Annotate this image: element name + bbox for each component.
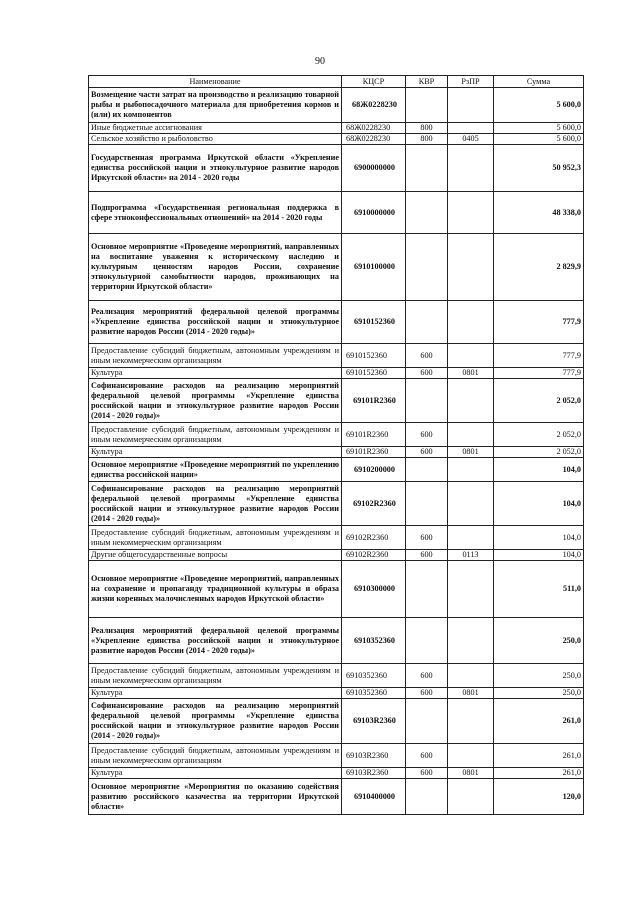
row-sum-cell: 2 052,0: [494, 423, 584, 447]
table-row: [89, 664, 584, 688]
row-name-cell: Возмещение части затрат на производство и реализацию товарной рыбы и рыбопосадочного материала для приобретения кормов и (или) их компонентов: [89, 88, 342, 123]
row-kcsr-cell: 69101R2360: [342, 379, 406, 423]
row-name-cell: Предоставление субсидий бюджетным, автономным учреждениям и иным некоммерческим организациям: [89, 344, 342, 368]
row-rzpr-cell: [448, 664, 494, 688]
row-kcsr-cell: 69102R2360: [342, 550, 406, 561]
row-rzpr-cell: [448, 379, 494, 423]
table-row: [89, 145, 584, 192]
row-kcsr-cell: 69101R2360: [342, 423, 406, 447]
header-kvr: КВР: [406, 76, 448, 88]
row-rzpr-cell: [448, 458, 494, 482]
row-sum-cell: 50 952,3: [494, 145, 584, 192]
row-rzpr-cell: [448, 301, 494, 344]
table-row: [89, 561, 584, 618]
row-kvr-cell: [406, 618, 448, 664]
row-name-cell: Основное мероприятие «Проведение мероприятий по укреплению единства российской нации»: [89, 458, 342, 482]
row-name-cell: Реализация мероприятий федеральной целевой программы «Укрепление единства российской нации и этнокультурное развитие народов России (2014 - 2020 годы)»: [89, 301, 342, 344]
table-row: [89, 779, 584, 815]
row-kcsr-cell: 68Ж0228230: [342, 123, 406, 134]
row-name-cell: Культура: [89, 368, 342, 379]
row-rzpr-cell: [448, 482, 494, 526]
row-kvr-cell: 600: [406, 526, 448, 550]
table-row: [89, 526, 584, 550]
row-kcsr-cell: 69103R2360: [342, 768, 406, 779]
table-row: [89, 482, 584, 526]
row-sum-cell: 48 338,0: [494, 192, 584, 234]
row-name-cell: Иные бюджетные ассигнования: [89, 123, 342, 134]
header-name: Наименование: [89, 76, 342, 88]
table-row: [89, 550, 584, 561]
row-name-cell: Подпрограмма «Государственная региональная поддержка в сфере этноконфессиональных отношений» на 2014 - 2020 годы: [89, 192, 342, 234]
row-rzpr-cell: [448, 699, 494, 744]
table-row: [89, 447, 584, 458]
row-kvr-cell: [406, 145, 448, 192]
row-sum-cell: 777,9: [494, 344, 584, 368]
row-kcsr-cell: 69102R2360: [342, 482, 406, 526]
row-sum-cell: 5 600,0: [494, 134, 584, 145]
row-rzpr-cell: 0801: [448, 447, 494, 458]
row-kcsr-cell: 6910100000: [342, 234, 406, 301]
row-name-cell: Культура: [89, 447, 342, 458]
row-name-cell: Другие общегосударственные вопросы: [89, 550, 342, 561]
row-rzpr-cell: [448, 123, 494, 134]
row-kvr-cell: 800: [406, 134, 448, 145]
table-row: [89, 699, 584, 744]
row-sum-cell: 104,0: [494, 550, 584, 561]
table-row: [89, 458, 584, 482]
row-rzpr-cell: [448, 744, 494, 768]
row-name-cell: Основное мероприятие «Мероприятия по оказанию содействия развитию российского казачества на территории Иркутской области»: [89, 779, 342, 815]
table-row: [89, 768, 584, 779]
row-rzpr-cell: [448, 618, 494, 664]
row-sum-cell: 261,0: [494, 768, 584, 779]
row-kcsr-cell: 69102R2360: [342, 526, 406, 550]
row-sum-cell: 2 829,9: [494, 234, 584, 301]
row-rzpr-cell: [448, 344, 494, 368]
table-row: [89, 744, 584, 768]
row-kvr-cell: 600: [406, 423, 448, 447]
row-name-cell: Предоставление субсидий бюджетным, автономным учреждениям и иным некоммерческим организациям: [89, 744, 342, 768]
table-row: [89, 344, 584, 368]
row-kvr-cell: 600: [406, 768, 448, 779]
table-row: [89, 301, 584, 344]
row-name-cell: Софинансирование расходов на реализацию мероприятий федеральной целевой программы «Укрепление единства российской нации и этнокультурное развитие народов России (2014 - 2020 годы)»: [89, 699, 342, 744]
row-kcsr-cell: 6910400000: [342, 779, 406, 815]
row-sum-cell: 777,9: [494, 368, 584, 379]
row-rzpr-cell: [448, 423, 494, 447]
row-kcsr-cell: 68Ж0228230: [342, 134, 406, 145]
table-row: [89, 379, 584, 423]
row-kcsr-cell: 68Ж0228230: [342, 88, 406, 123]
row-kvr-cell: [406, 192, 448, 234]
header-sum: Сумма: [494, 76, 584, 88]
row-sum-cell: 2 052,0: [494, 379, 584, 423]
row-kcsr-cell: 6910352360: [342, 618, 406, 664]
row-sum-cell: 261,0: [494, 699, 584, 744]
row-kvr-cell: [406, 234, 448, 301]
page-number: 90: [315, 56, 325, 67]
row-kvr-cell: 800: [406, 123, 448, 134]
table-row: [89, 423, 584, 447]
row-sum-cell: 511,0: [494, 561, 584, 618]
row-rzpr-cell: 0801: [448, 768, 494, 779]
header-rzpr: РзПР: [448, 76, 494, 88]
row-kvr-cell: [406, 699, 448, 744]
row-kvr-cell: [406, 779, 448, 815]
row-sum-cell: 104,0: [494, 482, 584, 526]
row-kvr-cell: [406, 561, 448, 618]
row-kcsr-cell: 6910000000: [342, 192, 406, 234]
row-kvr-cell: [406, 301, 448, 344]
row-name-cell: Культура: [89, 688, 342, 699]
row-sum-cell: 120,0: [494, 779, 584, 815]
table-row: [89, 134, 584, 145]
row-name-cell: Предоставление субсидий бюджетным, автономным учреждениям и иным некоммерческим организациям: [89, 526, 342, 550]
row-name-cell: Государственная программа Иркутской области «Укрепление единства российской нации и этнокультурное развитие народов Иркутской области» на 2014 - 2020 годы: [89, 145, 342, 192]
row-rzpr-cell: 0405: [448, 134, 494, 145]
row-sum-cell: 104,0: [494, 526, 584, 550]
table-row: [89, 192, 584, 234]
row-sum-cell: 250,0: [494, 664, 584, 688]
row-kvr-cell: 600: [406, 744, 448, 768]
row-kcsr-cell: 69103R2360: [342, 744, 406, 768]
row-name-cell: Культура: [89, 768, 342, 779]
row-kvr-cell: 600: [406, 664, 448, 688]
row-kcsr-cell: 6910152360: [342, 344, 406, 368]
row-name-cell: Основное мероприятие «Проведение мероприятий, направленных на сохранение и пропаганду традиционной культуры и образа жизни коренных малочисленных народов Иркутской области»: [89, 561, 342, 618]
row-kvr-cell: 600: [406, 688, 448, 699]
row-name-cell: Предоставление субсидий бюджетным, автономным учреждениям и иным некоммерческим организациям: [89, 664, 342, 688]
row-rzpr-cell: [448, 779, 494, 815]
row-name-cell: Софинансирование расходов на реализацию мероприятий федеральной целевой программы «Укрепление единства российской нации и этнокультурное развитие народов России (2014 - 2020 годы)»: [89, 379, 342, 423]
row-sum-cell: 250,0: [494, 618, 584, 664]
row-rzpr-cell: [448, 145, 494, 192]
row-kvr-cell: 600: [406, 368, 448, 379]
row-kvr-cell: [406, 458, 448, 482]
table-body: [89, 88, 584, 815]
row-rzpr-cell: [448, 561, 494, 618]
row-kvr-cell: 600: [406, 344, 448, 368]
row-rzpr-cell: [448, 526, 494, 550]
row-sum-cell: 5 600,0: [494, 123, 584, 134]
table-row: [89, 123, 584, 134]
row-sum-cell: 261,0: [494, 744, 584, 768]
row-kcsr-cell: 6910152360: [342, 301, 406, 344]
row-kcsr-cell: 6910200000: [342, 458, 406, 482]
table-row: [89, 618, 584, 664]
row-rzpr-cell: [448, 192, 494, 234]
row-kvr-cell: [406, 88, 448, 123]
row-name-cell: Софинансирование расходов на реализацию мероприятий федеральной целевой программы «Укрепление единства российской нации и этнокультурное развитие народов России (2014 - 2020 годы)»: [89, 482, 342, 526]
header-kcsr: КЦСР: [342, 76, 406, 88]
row-name-cell: Основное мероприятие «Проведение мероприятий, направленных на воспитание уважения к историческому наследию и культурным ценностям народов России, сохранение этнокультурной самобытности народов, проживающих на территории Иркутской области»: [89, 234, 342, 301]
row-rzpr-cell: [448, 88, 494, 123]
row-sum-cell: 250,0: [494, 688, 584, 699]
table-row: [89, 688, 584, 699]
row-kvr-cell: 600: [406, 447, 448, 458]
row-rzpr-cell: 0113: [448, 550, 494, 561]
budget-table: [88, 75, 584, 815]
table-row: [89, 368, 584, 379]
row-sum-cell: 104,0: [494, 458, 584, 482]
table-row: [89, 88, 584, 123]
row-rzpr-cell: 0801: [448, 688, 494, 699]
table-header-row: [89, 76, 584, 88]
row-kcsr-cell: 6900000000: [342, 145, 406, 192]
row-kcsr-cell: 6910152360: [342, 368, 406, 379]
table-row: [89, 234, 584, 301]
row-kvr-cell: 600: [406, 550, 448, 561]
row-rzpr-cell: [448, 234, 494, 301]
row-name-cell: Реализация мероприятий федеральной целевой программы «Укрепление единства российской нации и этнокультурное развитие народов России (2014 - 2020 годы)»: [89, 618, 342, 664]
row-kvr-cell: [406, 379, 448, 423]
row-rzpr-cell: 0801: [448, 368, 494, 379]
row-kvr-cell: [406, 482, 448, 526]
row-kcsr-cell: 6910300000: [342, 561, 406, 618]
row-name-cell: Предоставление субсидий бюджетным, автономным учреждениям и иным некоммерческим организациям: [89, 423, 342, 447]
row-sum-cell: 5 600,0: [494, 88, 584, 123]
row-sum-cell: 777,9: [494, 301, 584, 344]
row-kcsr-cell: 69103R2360: [342, 699, 406, 744]
row-kcsr-cell: 6910352360: [342, 664, 406, 688]
row-kcsr-cell: 6910352360: [342, 688, 406, 699]
row-sum-cell: 2 052,0: [494, 447, 584, 458]
row-name-cell: Сельское хозяйство и рыболовство: [89, 134, 342, 145]
row-kcsr-cell: 69101R2360: [342, 447, 406, 458]
